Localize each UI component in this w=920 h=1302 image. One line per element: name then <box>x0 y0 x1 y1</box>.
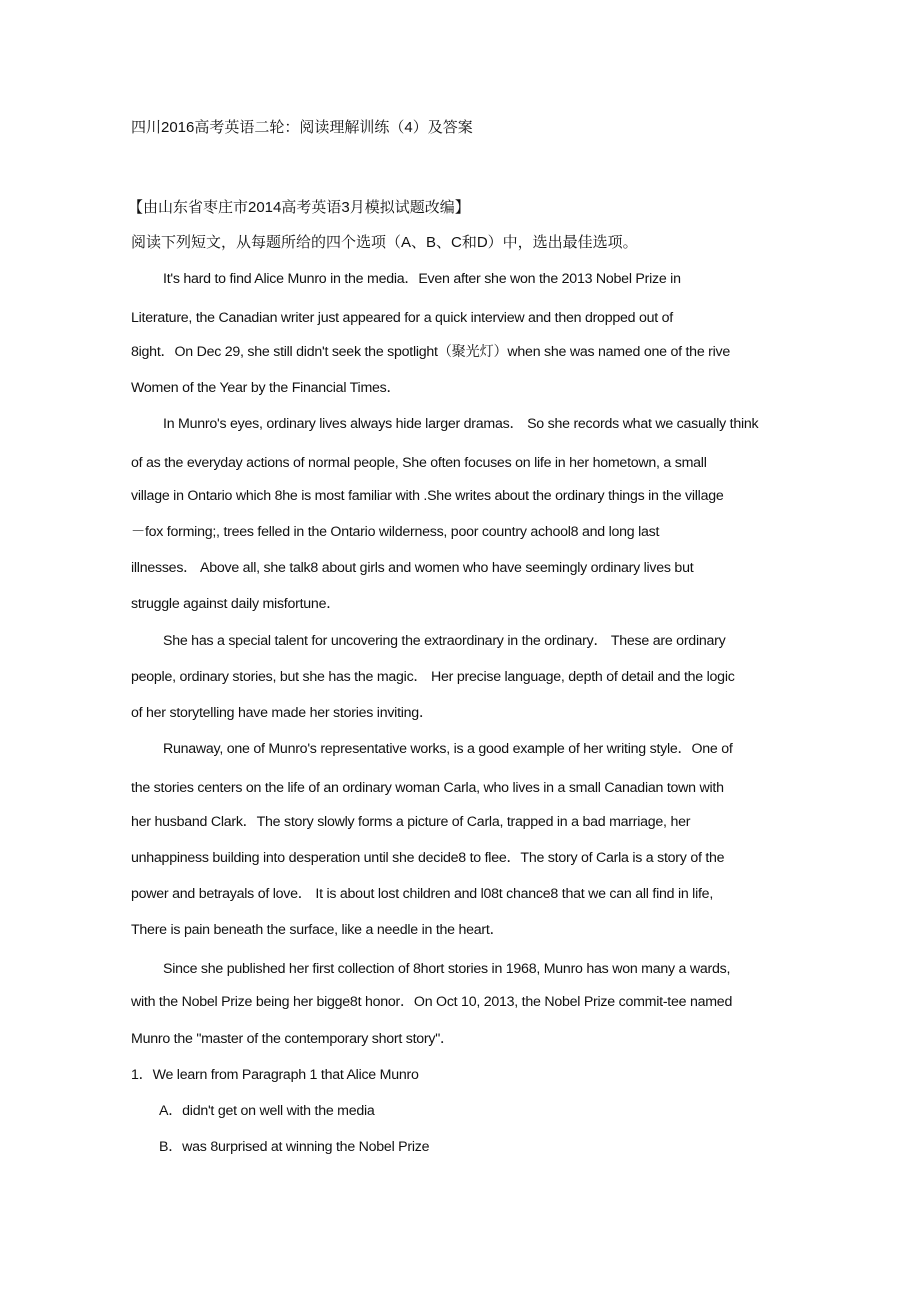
text-line: of her storytelling have made her stories inviting． <box>131 705 433 721</box>
text-line: Munro the "master of the contemporary short story"． <box>131 1031 454 1047</box>
text-line: struggle against daily misfortune． <box>131 596 341 612</box>
instruction: 阅读下列短文，从每题所给的四个选项（A、B、C和D）中，选出最佳选项。 <box>131 234 638 251</box>
document-title: 四川2016高考英语二轮：阅读理解训练（4）及答案 <box>131 119 473 136</box>
text-line: power and betrayals of love． It is about lost children and l08t chance8 that we can all find in life, <box>131 886 714 902</box>
text-line: It's hard to find Alice Munro in the media．Even after she won the 2013 Nobel Prize in <box>163 271 681 287</box>
question-stem: 1．We learn from Paragraph 1 that Alice Munro <box>131 1067 419 1083</box>
option-a: A．didn't get on well with the media <box>159 1103 375 1119</box>
text-line: her husband Clark．The story slowly forms a picture of Carla, trapped in a bad marriage, her <box>131 814 691 830</box>
text-line: village in Ontario which 8he is most familiar with .She writes about the ordinary things in the village <box>131 488 724 504</box>
option-b: B．was 8urprised at winning the Nobel Prize <box>159 1139 430 1155</box>
text-line: In Munro's eyes, ordinary lives always hide larger dramas． So she records what we casually think <box>163 416 759 432</box>
text-line: with the Nobel Prize being her bigge8t honor．On Oct 10, 2013, the Nobel Prize commit-tee named <box>131 994 733 1010</box>
text-line: Runaway, one of Munro's representative works, is a good example of her writing style．One of <box>163 741 733 757</box>
text-line: Since she published her first collection of 8hort stories in 1968, Munro has won many a wards, <box>163 961 731 977</box>
text-line: the stories centers on the life of an ordinary woman Carla, who lives in a small Canadian town with <box>131 780 724 796</box>
text-line: people, ordinary stories, but she has the magic． Her precise language, depth of detail and the logic <box>131 669 735 685</box>
text-line: There is pain beneath the surface, like a needle in the heart． <box>131 922 504 938</box>
source-note: 【由山东省枣庄市2014高考英语3月模拟试题改编】 <box>128 199 470 216</box>
text-line: Women of the Year by the Financial Times． <box>131 380 401 396</box>
text-line: illnesses． Above all, she talk8 about girls and women who have seemingly ordinary lives but <box>131 560 694 576</box>
text-line: unhappiness building into desperation until she decide8 to flee．The story of Carla is a story of the <box>131 850 725 866</box>
text-line: －fox forming;, trees felled in the Ontario wilderness, poor country achool8 and long last <box>131 524 660 540</box>
text-line: of as the everyday actions of normal people, She often focuses on life in her hometown, a small <box>131 455 707 471</box>
text-line: 8ight．On Dec 29, she still didn't seek the spotlight（聚光灯）when she was named one of the rive <box>131 344 731 360</box>
text-line: Literature, the Canadian writer just appeared for a quick interview and then dropped out of <box>131 310 673 326</box>
text-line: She has a special talent for uncovering the extraordinary in the ordinary． These are ordinary <box>163 633 726 649</box>
